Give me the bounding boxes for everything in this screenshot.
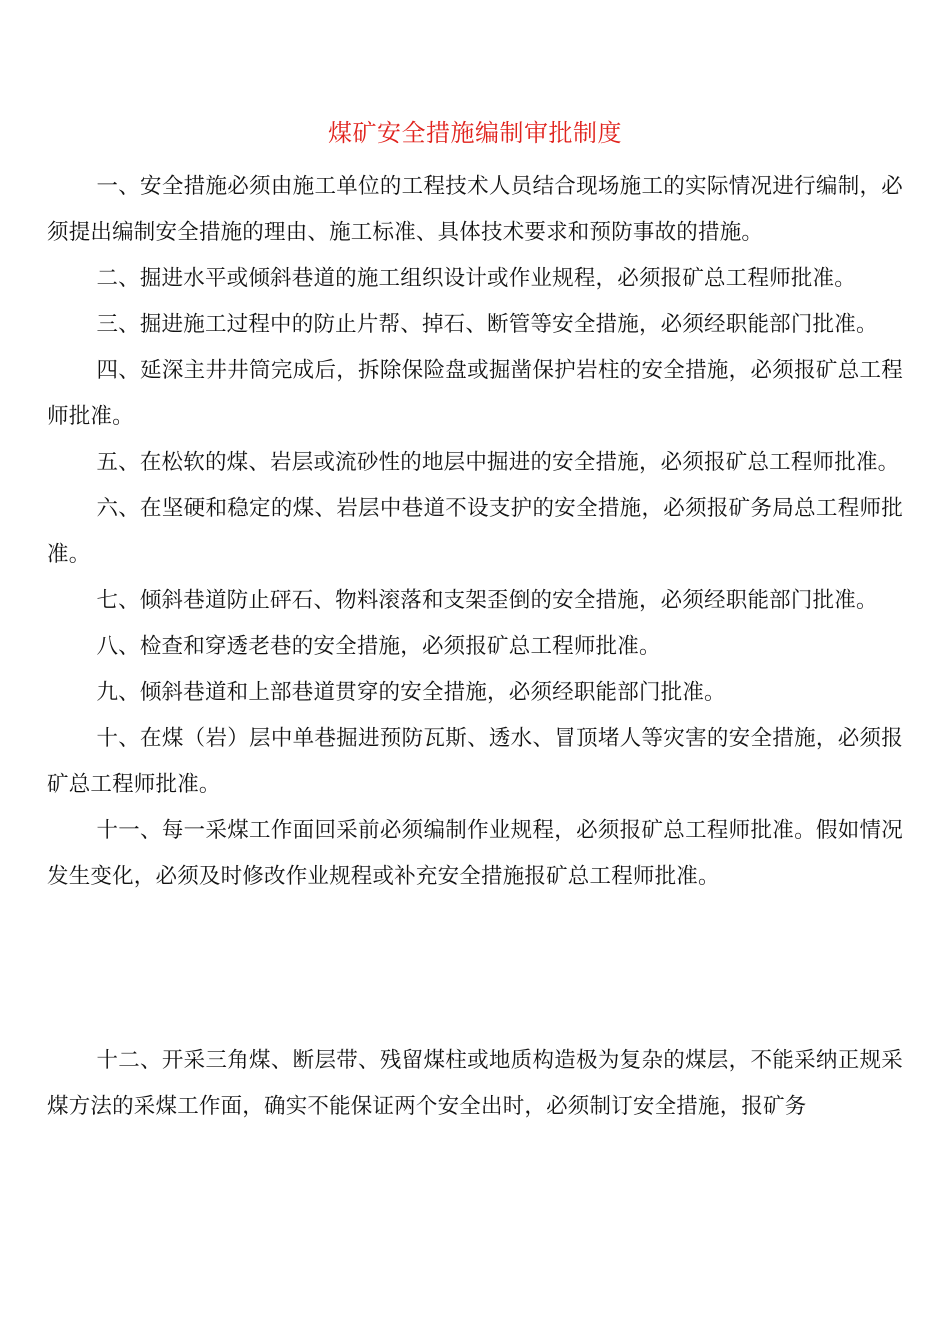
paragraph-8: 八、检查和穿透老巷的安全措施，必须报矿总工程师批准。	[96, 634, 661, 659]
paragraph-7: 七、倾斜巷道防止砰石、物料滚落和支架歪倒的安全措施，必须经职能部门批准。	[96, 588, 878, 613]
section-gap	[47, 900, 903, 1038]
paragraph-11: 十一、每一采煤工作面回采前必须编制作业规程，必须报矿总工程师批准。假如情况发生变化，必须及时修改作业规程或补充安全措施报矿总工程师批准。	[47, 818, 903, 889]
paragraph-10: 十、在煤（岩）层中单巷掘进预防瓦斯、透水、冒顶堵人等灾害的安全措施，必须报矿总工程师批准。	[47, 726, 903, 797]
paragraph-1: 一、安全措施必须由施工单位的工程技术人员结合现场施工的实际情况进行编制，必须提出编制安全措施的理由、施工标准、具体技术要求和预防事故的措施。	[47, 174, 903, 245]
paragraph-6: 六、在坚硬和稳定的煤、岩层中巷道不设支护的安全措施，必须报矿务局总工程师批准。	[47, 496, 903, 567]
paragraph-3: 三、掘进施工过程中的防止片帮、掉石、断管等安全措施，必须经职能部门批准。	[96, 312, 878, 337]
paragraph-4: 四、延深主井井筒完成后，拆除保险盘或掘凿保护岩柱的安全措施，必须报矿总工程师批准。	[47, 358, 903, 429]
document-title: 煤矿安全措施编制审批制度	[328, 119, 622, 147]
paragraph-5: 五、在松软的煤、岩层或流砂性的地层中掘进的安全措施，必须报矿总工程师批准。	[96, 450, 900, 475]
document-body	[47, 164, 903, 1130]
paragraph-2: 二、掘进水平或倾斜巷道的施工组织设计或作业规程，必须报矿总工程师批准。	[96, 266, 856, 291]
paragraph-9: 九、倾斜巷道和上部巷道贯穿的安全措施，必须经职能部门批准。	[96, 680, 726, 705]
paragraph-12: 十二、开采三角煤、断层带、残留煤柱或地质构造极为复杂的煤层，不能采纳正规采煤方法的采煤工作面，确实不能保证两个安全出时，必须制订安全措施，报矿务	[47, 1048, 903, 1119]
